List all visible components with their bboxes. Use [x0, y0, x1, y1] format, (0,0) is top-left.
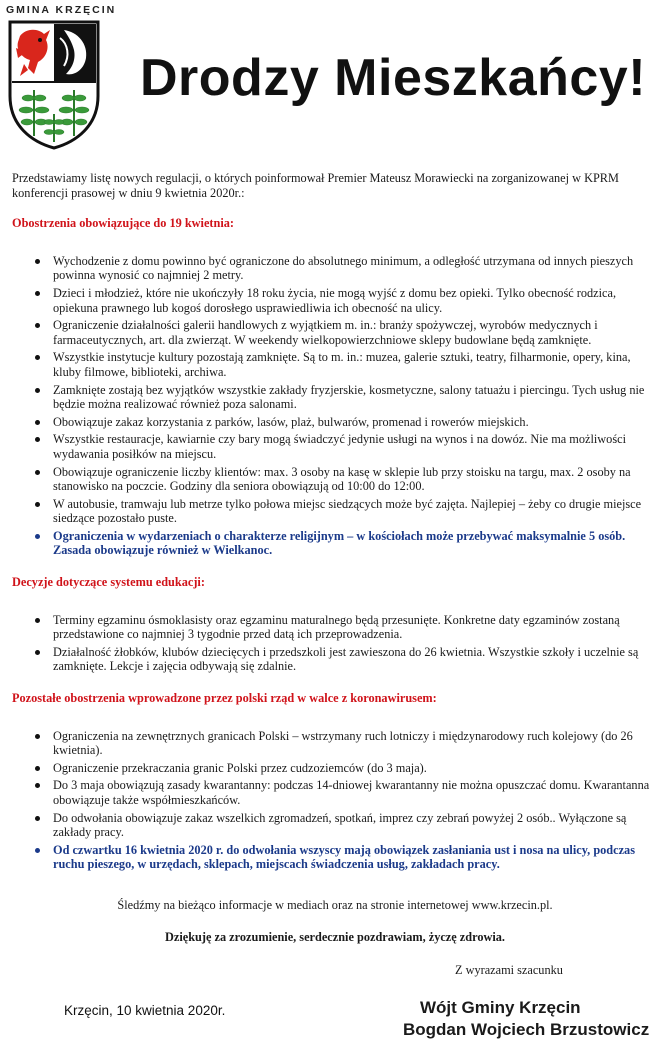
- other-restrictions-list: [12, 729, 658, 872]
- bullet-icon: [35, 323, 40, 328]
- list-item: W autobusie, tramwaju lub metrze tylko połowa miejsc siedzących może być zajęta. Najlepiej – żeby co drugie miejsce siedzące pozostało puste.: [12, 497, 658, 526]
- thanks-text: Dziękuję za zrozumienie, serdecznie pozdrawiam, życzę zdrowia.: [164, 929, 505, 944]
- bullet-icon: [35, 816, 40, 821]
- bullet-icon: [35, 502, 40, 507]
- list-item: Obowiązuje ograniczenie liczby klientów: max. 3 osoby na kasę w sklepie lub przy stoisku na targu, max. 2 osoby na stanowisko na poczcie. Godziny dla seniora obowiązują od 10:00 do 12:00.: [12, 465, 658, 494]
- bullet-icon: [35, 420, 40, 425]
- section-heading-education: Decyzje dotyczące systemu edukacji:: [12, 575, 205, 590]
- regards-text: Z wyrazami szacunku: [455, 963, 563, 977]
- section-heading-other: Pozostałe obostrzenia wprowadzone przez polski rząd w walce z koronawirusem:: [12, 691, 437, 706]
- education-list: [12, 613, 658, 674]
- bullet-icon: [35, 848, 40, 853]
- bullet-icon: [35, 618, 40, 623]
- bullet-icon: [35, 388, 40, 393]
- closing-text: Śledźmy na bieżąco informacje w mediach oraz na stronie internetowej www.krzecin.pl.: [117, 897, 553, 912]
- org-name: GMINA KRZĘCIN: [6, 4, 117, 16]
- bullet-icon: [35, 437, 40, 442]
- bullet-icon: [35, 355, 40, 360]
- list-item: Ograniczenia na zewnętrznych granicach Polski – wstrzymany ruch lotniczy i międzynarodowy ruch kolejowy (do 26 kwietnia).: [12, 729, 658, 758]
- list-item: Terminy egzaminu ósmoklasisty oraz egzaminu maturalnego będą przesunięte. Konkretne daty egzaminów zostaną przedstawione co najmniej 3 tygodnie przed datą ich przeprowadzenia.: [12, 613, 658, 642]
- section-heading-restrictions: Obostrzenia obowiązujące do 19 kwietnia:: [12, 216, 235, 231]
- bullet-icon: [35, 470, 40, 475]
- bullet-icon: [35, 534, 40, 539]
- list-item: Do 3 maja obowiązują zasady kwarantanny: podczas 14-dniowej kwarantanny nie można opuszczać domu. Kwarantanna obowiązuje także współmieszkańców.: [12, 778, 658, 807]
- restrictions-list: [12, 254, 658, 558]
- bullet-icon: [35, 783, 40, 788]
- bullet-icon: [35, 766, 40, 771]
- main-content: [12, 171, 658, 944]
- bullet-icon: [35, 734, 40, 739]
- list-item: Ograniczenie przekraczania granic Polski przez cudzoziemców (do 3 maja).: [12, 761, 658, 776]
- intro-text: Przedstawiamy listę nowych regulacji, o których poinformował Premier Mateusz Morawiecki na zorganizowanej w KPRM konferencji prasowej w dniu 9 kwietnia 2020r.:: [12, 171, 619, 200]
- bullet-icon: [35, 259, 40, 264]
- coat-of-arms-icon: [6, 18, 102, 150]
- list-item: Ograniczenie działalności galerii handlowych z wyjątkiem m. in.: branży spożywczej, wyrobów medycznych i farmaceutycznych, art. dla zwierząt. W weekendy wielkopowierzchniowe sklepy budowlane będą zamknięte.: [12, 318, 658, 347]
- list-item-emphasis: Ograniczenia w wydarzeniach o charakterze religijnym – w kościołach może przebywać maksymalnie 5 osób. Zasada obowiązuje również w Wielkanoc.: [12, 529, 658, 558]
- list-item: Dzieci i młodzież, które nie ukończyły 18 roku życia, nie mogą wyjść z domu bez opieki. Tylko obecność rodzica, opiekuna prawnego lub kogoś dorosłego usprawiedliwia ich obecność na ulicy.: [12, 286, 658, 315]
- list-item: Obowiązuje zakaz korzystania z parków, lasów, plaż, bulwarów, promenad i rowerów miejskich.: [12, 415, 658, 430]
- list-item-emphasis: Od czwartku 16 kwietnia 2020 r. do odwołania wszyscy mają obowiązek zasłaniania ust i nosa na ulicy, podczas ruchu pieszego, w urzędach, sklepach, miejscach świadczenia usług, zakładach pracy.: [12, 843, 658, 872]
- list-item: Zamknięte zostają bez wyjątków wszystkie zakłady fryzjerskie, kosmetyczne, salony tatuażu i piercingu. Tych usług nie będzie można realizować również poza salonami.: [12, 383, 658, 412]
- list-item: Wychodzenie z domu powinno być ograniczone do absolutnego minimum, a odległość utrzymana od innych pieszych powinna wynosić co najmniej 2 metry.: [12, 254, 658, 283]
- list-item: Wszystkie instytucje kultury pozostają zamknięte. Są to m. in.: muzea, galerie sztuki, teatry, filharmonie, opery, kina, kluby filmowe, biblioteki, archiwa.: [12, 350, 658, 379]
- signature-name: Bogdan Wojciech Brzustowicz: [403, 1020, 650, 1039]
- list-item: Wszystkie restauracje, kawiarnie czy bary mogą świadczyć jedynie usługi na wynos i na dowóz. Nie ma możliwości wydawania posiłków na miejscu.: [12, 432, 658, 461]
- list-item: Działalność żłobków, klubów dziecięcych i przedszkoli jest zawieszona do 26 kwietnia. Wszystkie szkoły i uczelnie są zamknięte. Lekcje i zajęcia odbywają się zdalnie.: [12, 645, 658, 674]
- list-item: Do odwołania obowiązuje zakaz wszelkich zgromadzeń, spotkań, imprez czy zebrań powyżej 2 osób.. Wyłączone są zakłady pracy.: [12, 811, 658, 840]
- page-title: Drodzy Mieszkańcy!: [140, 49, 647, 107]
- signature-title: Wójt Gminy Krzęcin: [420, 998, 581, 1017]
- date-place: Krzęcin, 10 kwietnia 2020r.: [64, 1003, 226, 1018]
- bullet-icon: [35, 291, 40, 296]
- bullet-icon: [35, 650, 40, 655]
